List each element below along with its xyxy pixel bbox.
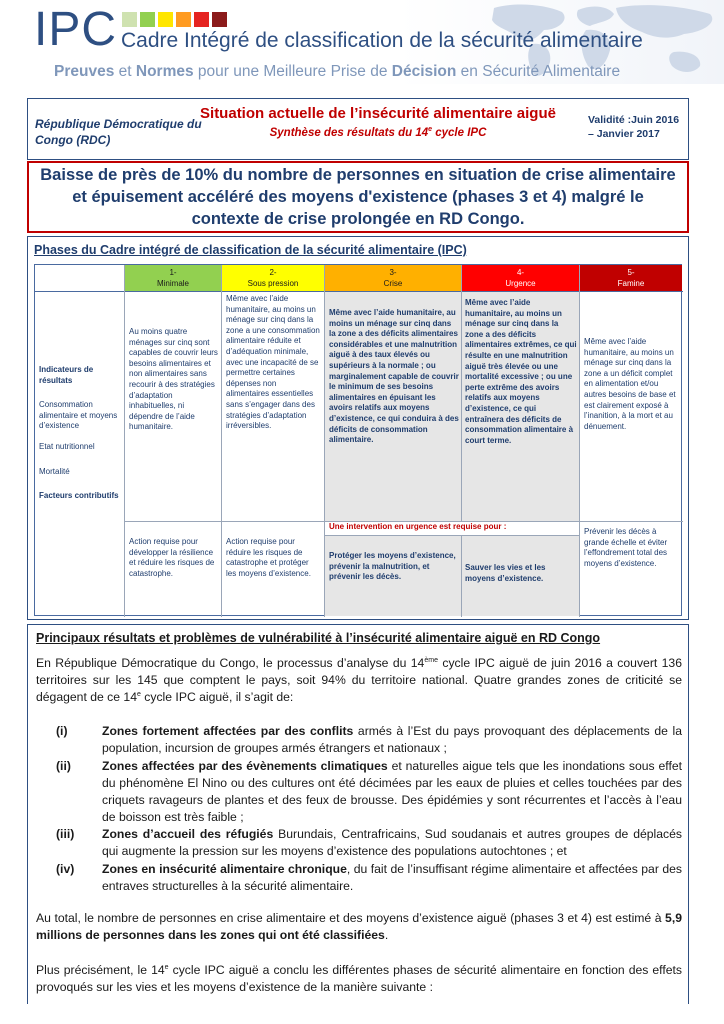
sub-text: en Sécurité Alimentaire (456, 63, 621, 80)
item-bold: Zones en insécurité alimentaire chronique (102, 862, 347, 876)
sub-text: et (114, 63, 136, 80)
indicators-label: Indicateurs de résultats (39, 365, 94, 385)
para-bold: 5,9 millions de personnes dans les zones qui ont été classifiées (36, 911, 682, 942)
phase-num: 3- (389, 268, 397, 277)
item-number: (iv) (56, 862, 75, 876)
item-text (102, 826, 682, 860)
grid-line (461, 265, 462, 521)
outcome-famine: Même avec l’aide humanitaire, au moins un ménage sur cinq dans la zone a un déficit complet en alimentation et/ou autres besoins de base et est clairement exposé à l’inanition, à la mort et au dénuement. (584, 337, 676, 431)
total-paragraph (36, 910, 682, 944)
phase-num: 2- (269, 268, 277, 277)
item-bold: Zones fortement affectées par des conflits (102, 724, 354, 738)
outcome-minimale: Au moins quatre ménages sur cinq sont capables de couvrir leurs besoins alimentaires et non alimentaires sans recourir à des stratégies d’adaptation inhabituelles, ni dépendre de l’aide humanitaire. (129, 327, 218, 432)
item-text (102, 723, 682, 757)
banner-subline (54, 62, 620, 82)
sub-word: Normes (135, 63, 194, 80)
item-body: et naturelles aigue tels que les inondations sous effet du phénomène El Nino ou des cultures ont été décimées par les eaux de pluies et celles touchées par des criquets ravageurs de plantes et des feux de brousse. Des épidémies y sont récurrentes et l’accès à l’eau de boisson est très faible ; (102, 759, 683, 824)
para-text: cycle IPC aiguë, il s’agit de: (140, 690, 294, 704)
action-minimale: Action requise pour développer la résilience et réduire les risques de catastrophe. (129, 537, 215, 578)
para-text: Plus précisément, le 14 (36, 963, 165, 977)
action-sous-pression: Action requise pour réduire les risques de catastrophe et protéger les moyens d’existence. (226, 537, 311, 578)
sub-word: Preuves (54, 63, 115, 80)
item-number: (iii) (56, 827, 75, 841)
color-square (158, 12, 173, 27)
country-name: République Démocratique du Congo (RDC) (35, 117, 202, 147)
color-square (140, 12, 155, 27)
action-famine: Prévenir les décès à grande échelle et éviter l’effondrement total des moyens d’existence. (584, 527, 668, 568)
phase-header-urgence (462, 265, 579, 291)
banner-tagline: Cadre Intégré de classification de la sécurité alimentaire (121, 29, 643, 52)
item-number: (ii) (56, 759, 71, 773)
color-square (176, 12, 191, 27)
para-sup: ème (424, 656, 438, 664)
urgent-note: Une intervention en urgence est requise pour : (329, 522, 507, 531)
situation-subtitle (188, 123, 568, 140)
nutrition-label: Etat nutritionnel (39, 441, 95, 451)
phase-num: 4- (516, 268, 525, 277)
para-sup: e (136, 690, 141, 698)
grid-line (324, 265, 325, 617)
validity-period: Validité :Juin 2016 – Janvier 2017 (588, 114, 680, 140)
outcome-urgence: Même avec l’aide humanitaire, au moins un ménage sur cinq dans la zone a des déficits alimentaires extrêmes, ce qui résulte en une malnutrition aiguë très élevée ou une mortalité excessive ; ou une perte extrême des avoirs relatifs aux moyens d’existence, ce qui entraînera des déficits de consommation alimentaire à court terme. (465, 298, 577, 445)
color-square (212, 12, 227, 27)
headline-text: Baisse de près de 10% du nombre de personnes en situation de crise alimentaire et épuisement accéléré des moyens d'existence (phases 3 et 4) malgré le contexte de crise prolongée en RD Congo. (40, 166, 676, 228)
phase-label: Crise (383, 279, 403, 288)
phase-label: Minimale (156, 279, 189, 288)
detail-paragraph (36, 962, 682, 996)
para-text: cycle IPC aiguë a conclu les différentes phases de sécurité alimentaire en fonction des effets provoqués sur les vies et les moyens d’existence de la manière suivante : (36, 963, 682, 994)
phases-table (34, 264, 682, 616)
grid-line (35, 291, 683, 292)
grid-line (221, 265, 222, 617)
action-crise: Protéger les moyens d’existence, prévenir la malnutrition, et prévenir les décès. (329, 551, 456, 582)
subtitle-sup: e (428, 126, 433, 133)
banner (0, 0, 724, 84)
phase-color-squares (122, 12, 227, 27)
intro-paragraph (36, 655, 682, 706)
sub-text: pour une Meilleure Prise de (193, 63, 392, 80)
main-results-section (27, 624, 689, 1004)
item-body: , du fait de l’insuffisant régime alimentaire et affectées par des entraves structurelles à la sécurité alimentaire. (102, 862, 683, 893)
ipc-phases-panel (27, 236, 689, 620)
phase-header-sous-pression (222, 265, 324, 291)
situation-title: Situation actuelle de l’insécurité alimentaire aiguë (200, 105, 556, 122)
subtitle-text: Synthèse des résultats du 14 (269, 126, 429, 139)
grid-line (579, 265, 580, 617)
phase-num: 1- (169, 268, 177, 277)
consumption-label: Consommation alimentaire et moyens d’existence (39, 400, 118, 431)
para-text: . (384, 928, 389, 942)
para-text: cycle IPC aiguë de juin 2016 a couvert 136 territoires sur les 145 que comptent le pays, soit 94% du territoire national. Quatre grandes zones de criticité se dégagent de ce 14 (36, 656, 682, 704)
results-title: Principaux résultats et problèmes de vulnérabilité à l’insécurité alimentaire aiguë en RD Congo (36, 631, 601, 645)
subtitle-text: cycle IPC (432, 126, 487, 139)
ipc-logo: IPC (34, 3, 118, 56)
color-square (194, 12, 209, 27)
grid-line (461, 535, 462, 617)
item-text (102, 758, 682, 826)
headline-box (27, 161, 689, 233)
para-text: En République Démocratique du Congo, le processus d’analyse du 14 (36, 656, 425, 670)
phase-label: Sous pression (247, 279, 299, 288)
item-number: (i) (56, 724, 68, 738)
item-body: armés à l’Est du pays provoquant des déplacements de la population, incursion de groupes armés étrangers et nationaux ; (102, 724, 682, 755)
grid-line (325, 535, 579, 536)
para-sup: e (164, 963, 169, 971)
phase-num: 5- (627, 268, 635, 277)
para-text: Au total, le nombre de personnes en crise alimentaire et des moyens d’existence aiguë (phases 3 et 4) est estimé à (36, 911, 666, 925)
outcome-sous-pression: Même avec l’aide humanitaire, au moins un ménage sur cinq dans la zone a une consommation alimentaire réduite et d’adéquation minimale, avec une incapacité de se permettre certaines dépenses non alimentaires essentielles sans s’engager dans des stratégies d’adaptation irréversibles. (226, 294, 320, 431)
sub-word: Décision (391, 63, 457, 80)
phase-label: Famine (617, 279, 645, 288)
phase-header-crise (325, 265, 461, 291)
item-text (102, 861, 682, 895)
situation-header (27, 98, 689, 160)
phases-title: Phases du Cadre intégré de classification de la sécurité alimentaire (IPC) (34, 243, 467, 257)
mortality-label: Mortalité (39, 466, 70, 476)
grid-line (124, 265, 125, 617)
left-labels (39, 365, 121, 502)
factors-label: Facteurs contributifs (39, 491, 119, 501)
item-bold: Zones affectées par des évènements climatiques (102, 759, 388, 773)
phase-label: Urgence (505, 279, 536, 288)
item-bold: Zones d’accueil des réfugiés (102, 827, 274, 841)
color-square (122, 12, 137, 27)
outcome-crise: Même avec l’aide humanitaire, au moins un ménage sur cinq dans la zone a des déficits alimentaires considérables et une malnutrition aiguë à des taux élevés ou supérieurs à la normale ; ou marginalement capable de couvrir le minimum de ses besoins alimentaires en épuisant les avoirs relatifs aux moyens d’existence, ce qui conduira à des déficits de consommation alimentaire. (329, 308, 459, 445)
item-body: Burundais, Centrafricains, Sud soudanais et autres groupes de déplacés qui augmente la pression sur les moyens d’existence des populations autochtones ; et (102, 827, 682, 858)
phase-header-famine (580, 265, 682, 291)
action-urgence: Sauver les vies et les moyens d’existence. (465, 563, 546, 583)
phase-header-minimale (125, 265, 221, 291)
